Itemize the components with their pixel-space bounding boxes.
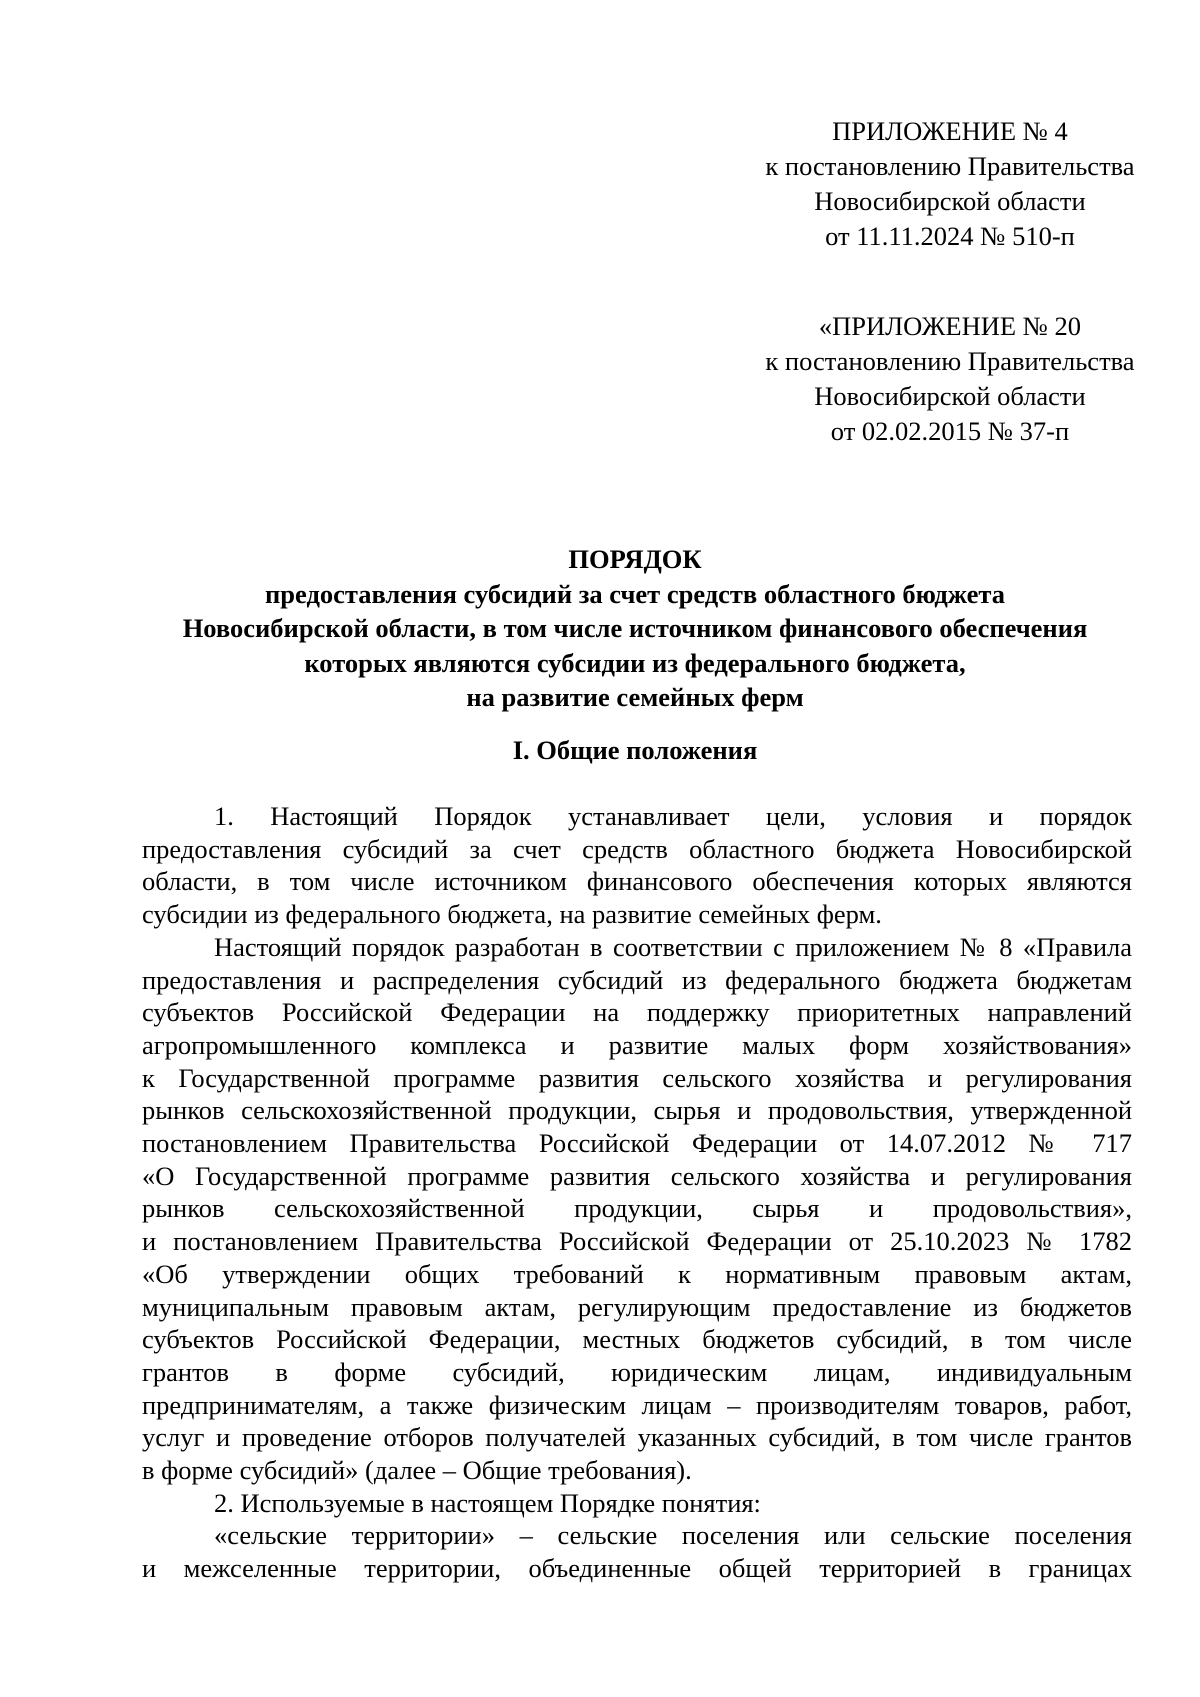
appendix-original-line: «ПРИЛОЖЕНИЕ № 20 (818, 311, 1082, 341)
section-heading: I. Общие положения (512, 735, 758, 765)
appendix-original-line: от 02.02.2015 № 37-п (830, 416, 1070, 446)
paragraph-line: постановлением Правительства Российской Федерации от 14.07.2012 № 717 (142, 1128, 1132, 1159)
appendix-original-line: к постановлению Правительства (765, 346, 1135, 376)
paragraph-line: 1. Настоящий Порядок устанавливает цели, условия и порядок (214, 801, 1132, 831)
appendix-current-line: от 11.11.2024 № 510-п (825, 221, 1075, 251)
paragraph-line: «О Государственной программе развития сельского хозяйства и регулирования (142, 1160, 1132, 1191)
paragraph-line: предпринимателям, а также физическим лицам – производителям товаров, работ, (142, 1389, 1132, 1420)
paragraph-line: услуг и проведение отборов получателей указанных субсидий, в том числе грантов (142, 1422, 1132, 1453)
document-body (142, 800, 1132, 1585)
paragraph (142, 800, 1132, 931)
title-subtitle-line: предоставления субсидий за счет средств областного бюджета (265, 578, 1005, 609)
paragraph-line: рынков сельскохозяйственной продукции, сырья и продовольствия, утвержденной (142, 1095, 1132, 1126)
paragraph (142, 1519, 1132, 1584)
appendix-original-block (740, 309, 1160, 449)
paragraph-line: в форме субсидий» (далее – Общие требования). (142, 1455, 692, 1486)
appendix-current-line: Новосибирской области (814, 186, 1086, 216)
paragraph-line: муниципальным правовым актам, регулирующим предоставление из бюджетов (142, 1291, 1132, 1322)
appendix-current-block (740, 114, 1160, 254)
title-main: ПОРЯДОК (568, 544, 702, 574)
paragraph-line: «Об утверждении общих требований к нормативным правовым актам, (142, 1258, 1132, 1289)
document-title (140, 542, 1130, 715)
paragraph-line: и постановлением Правительства Российской Федерации от 25.10.2023 № 1782 (142, 1226, 1132, 1257)
paragraph (142, 931, 1132, 1487)
title-subtitle-line: Новосибирской области, в том числе источником финансового обеспечения (182, 613, 1088, 643)
title-subtitle-line: на развитие семейных ферм (466, 682, 804, 712)
appendix-original-line: Новосибирской области (814, 381, 1086, 411)
paragraph-line: к Государственной программе развития сельского хозяйства и регулирования (142, 1062, 1132, 1093)
title-subtitle-line: которых являются субсидии из федерального бюджета, (304, 647, 966, 678)
appendix-current-line: к постановлению Правительства (765, 151, 1135, 181)
paragraph-line: агропромышленного комплекса и развитие малых форм хозяйствования» (142, 1029, 1132, 1060)
paragraph-line: грантов в форме субсидий, юридическим лицам, индивидуальным (142, 1356, 1132, 1387)
paragraph-line: Настоящий порядок разработан в соответствии с приложением № 8 «Правила (214, 931, 1132, 962)
paragraph-line: предоставления субсидий за счет средств областного бюджета Новосибирской (142, 833, 1132, 864)
paragraph-line: субъектов Российской Федерации на поддержку приоритетных направлений (142, 997, 1132, 1028)
paragraph-line: рынков сельскохозяйственной продукции, сырья и продовольствия», (142, 1193, 1132, 1224)
appendix-current-line: ПРИЛОЖЕНИЕ № 4 (832, 116, 1068, 146)
paragraph-line: области, в том числе источником финансового обеспечения которых являются (142, 866, 1132, 897)
paragraph-line: и межселенные территории, объединенные общей территорией в границах (142, 1553, 1132, 1584)
paragraph-line: субъектов Российской Федерации, местных бюджетов субсидий, в том числе (142, 1324, 1132, 1355)
paragraph-line: «сельские территории» – сельские поселения или сельские поселения (214, 1520, 1132, 1551)
paragraph-line: субсидии из федерального бюджета, на развитие семейных ферм. (142, 899, 882, 930)
paragraph-line: предоставления и распределения субсидий из федерального бюджета бюджетам (142, 964, 1132, 995)
paragraph-line: 2. Используемые в настоящем Порядке понятия: (214, 1487, 761, 1518)
paragraph (142, 1487, 1132, 1520)
